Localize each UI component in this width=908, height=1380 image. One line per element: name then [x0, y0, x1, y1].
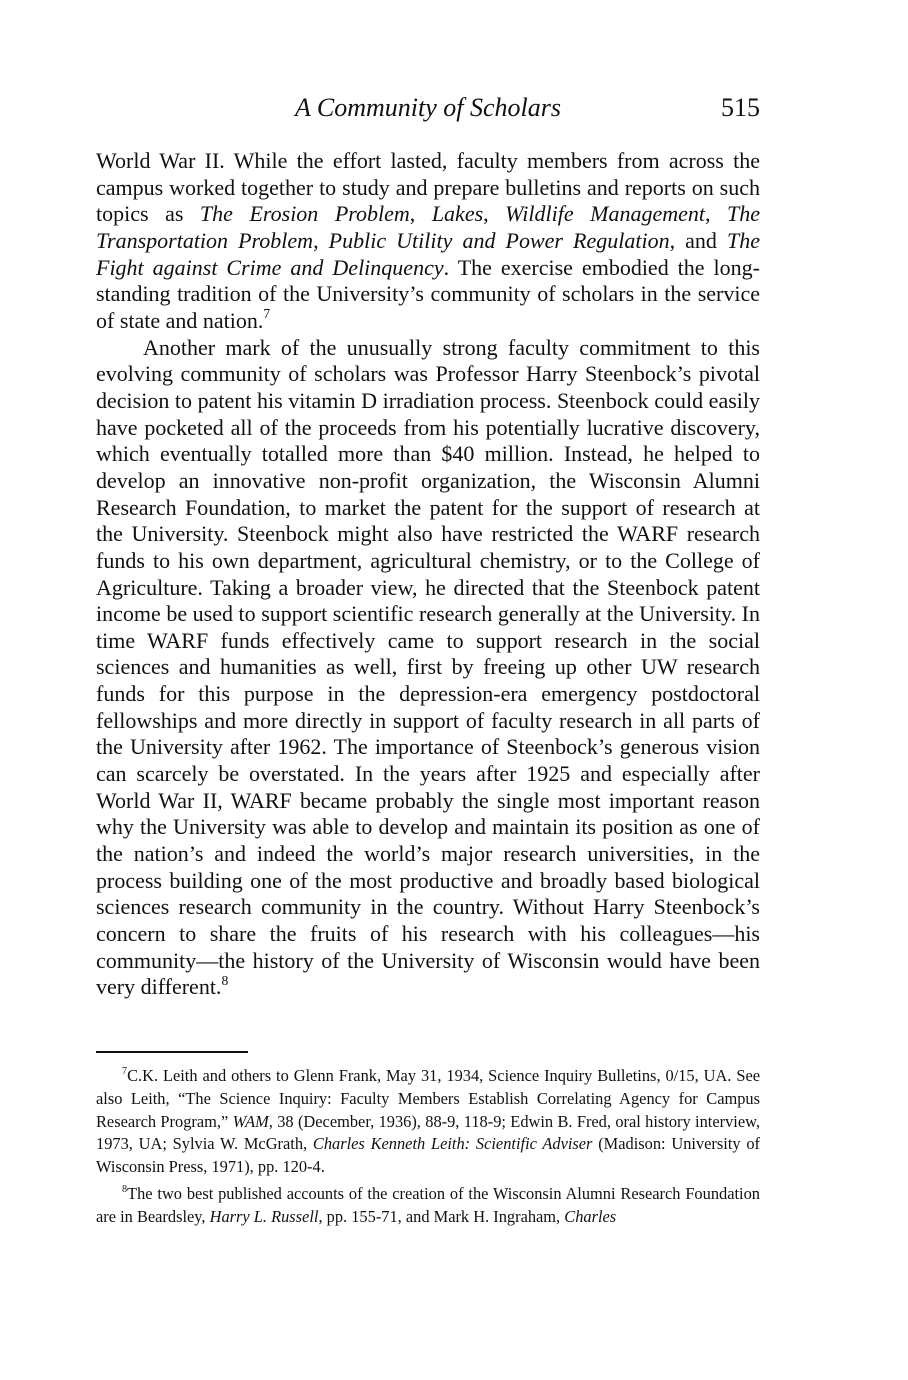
- footnote-8-text: The two best published accounts of the creation of the Wisconsin Alumni Research Foundation are in Beardsley,: [96, 1183, 760, 1226]
- paragraph-1-text: , and: [669, 227, 728, 253]
- paragraph-2-text: Another mark of the unusually strong faculty commitment to this evolving community of scholars was Professor Harry Steenbock’s pivotal decision to patent his vitamin D irradiation process. Steenbock could easily have pocketed all of the proceeds from his potentially lucrative discovery, which eventually totalled more than $40 million. Instead, he helped to develop an innovative non-profit organization, the Wisconsin Alumni Research Foundation, to market the patent for the support of research at the University. Steenbock might also have restricted the WARF research funds to his own department, agricultural chemistry, or to the College of Agriculture. Taking a broader view, he directed that the Steenbock patent income be used to support scientific research generally at the University. In time WARF funds effectively came to support research in the social sciences and humanities as well, first by freeing up other UW research funds for this purpose in the depression-era emergency postdoctoral fellowships and more directly in support of faculty research in all parts of the University after 1962. The importance of Steenbock’s generous vision can scarcely be overstated. In the years after 1925 and especially after World War II, WARF became probably the single most important reason why the University was able to develop and maintain its position as one of the nation’s and indeed the world’s major research universities, in the process building one of the most productive and broadly based biological sciences research community in the country. Without Harry Steenbock’s concern to share the fruits of his research with his colleagues—his community—the history of the University of Wisconsin would have been very different.: [96, 334, 760, 1000]
- footnote-7: [96, 1065, 760, 1179]
- footnote-marker-8: 8: [122, 1183, 128, 1195]
- footnote-rule: [96, 1051, 248, 1053]
- italic-title: Wildlife Management: [505, 201, 705, 227]
- footnote-7-text: (Madison: University of Wisconsin Press, 1971), pp. 120-4.: [96, 1134, 761, 1177]
- italic-title: Harry L. Russell: [209, 1206, 319, 1226]
- running-title: A Community of Scholars: [294, 93, 562, 122]
- footnote-7-text: , 38 (December, 1936), 88-9, 118-9; Edwin B. Fred, oral history interview, 1973, UA; Sylvia W. McGrath,: [96, 1111, 760, 1154]
- italic-title: WAM: [232, 1111, 269, 1131]
- italic-title: The Transportation Problem: [96, 201, 761, 253]
- footnote-marker-7: 7: [122, 1065, 128, 1077]
- paragraph-1: [96, 148, 760, 335]
- running-head: [96, 88, 760, 128]
- italic-title: Public Utility and Power Regulation: [328, 227, 670, 253]
- italic-title: Charles Kenneth Leith: Scientific Adviser: [312, 1134, 593, 1154]
- paragraph-1-text: ,: [705, 201, 728, 227]
- paragraph-1-text: ,: [409, 201, 432, 227]
- page-number: 515: [721, 93, 760, 122]
- italic-title: The Fight against Crime and Delinquency: [96, 227, 761, 280]
- italic-title: Lakes: [431, 201, 484, 227]
- footnote-ref-7: 7: [263, 306, 271, 322]
- footnotes: [96, 1065, 760, 1229]
- footnote-ref-8: 8: [221, 972, 229, 988]
- footnote-8: [96, 1183, 760, 1229]
- footnote-7-text: C.K. Leith and others to Glenn Frank, May 31, 1934, Science Inquiry Bulletins, 0/15, UA. See also Leith, “The Science Inquiry: Faculty Members Establish Correlating Agency for Campus Research Program,”: [96, 1066, 760, 1131]
- paragraph-1-text: ,: [483, 201, 506, 227]
- paragraph-1-text: World War II. While the effort lasted, faculty members from across the campus worked together to study and prepare bulletins and reports on such topics as: [96, 148, 760, 227]
- italic-title: The Erosion Problem: [199, 201, 410, 227]
- footnote-8-text: , pp. 155-71, and Mark H. Ingraham,: [318, 1206, 565, 1226]
- paragraph-1-text: ,: [313, 227, 329, 253]
- italic-title: Charles: [564, 1206, 617, 1226]
- paragraph-1-text: . The exercise embodied the long-standing tradition of the University’s community of scholars in the service of state and nation.: [96, 254, 760, 333]
- paragraph-2: [96, 335, 760, 1001]
- body-text: [96, 148, 760, 1001]
